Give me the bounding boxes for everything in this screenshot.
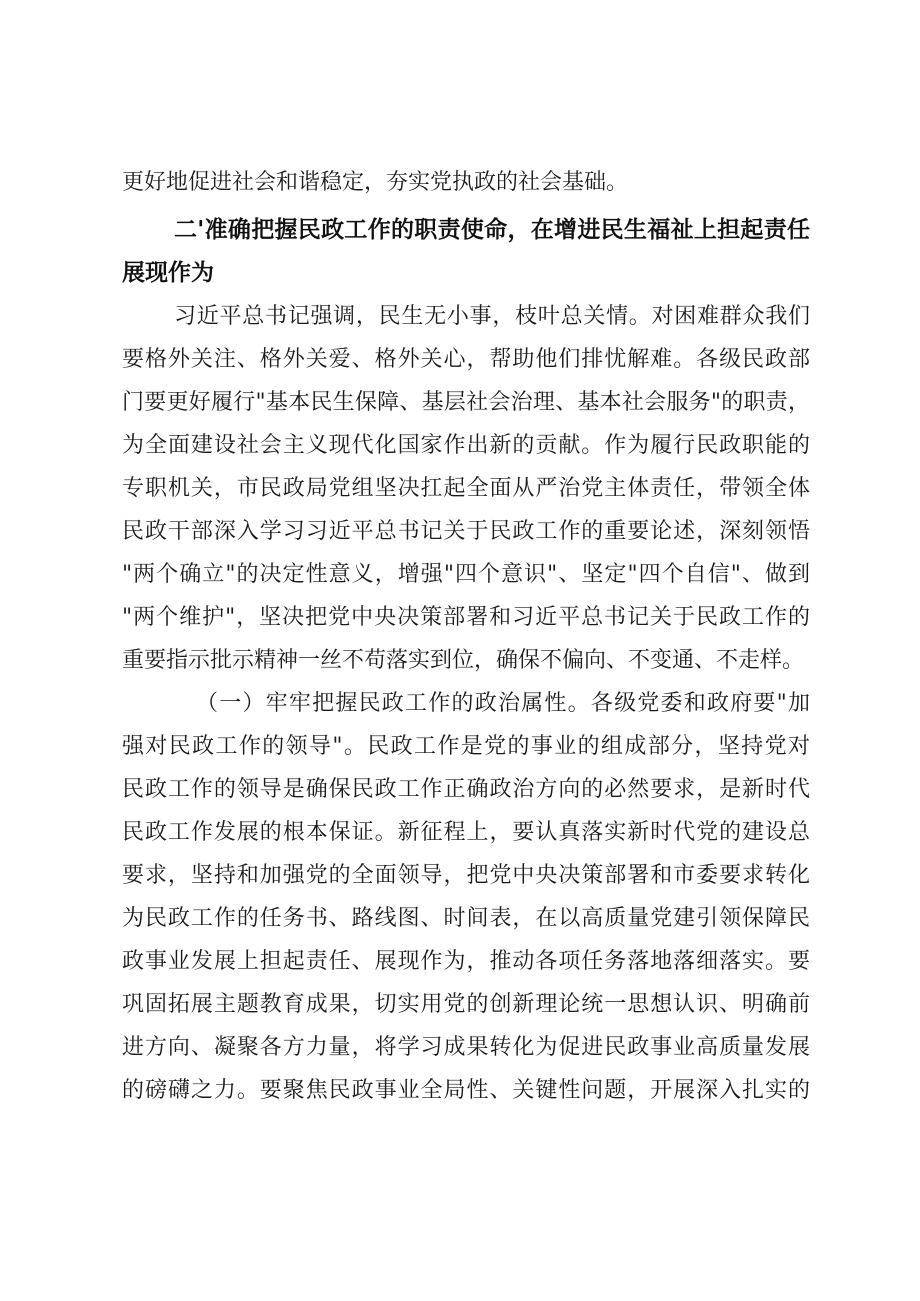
text-line: 为全面建设社会主义现代化国家作出新的贡献。作为履行民政职能的: [122, 433, 810, 458]
text-line: 民政干部深入学习习近平总书记关于民政工作的重要论述，深刻领悟: [122, 519, 810, 544]
text-line: 政事业发展上担起责任、展现作为，推动各项任务落地落细落实。要: [122, 949, 810, 974]
text-line: 要求，坚持和加强党的全面领导，把党中央决策部署和市委要求转化: [122, 863, 810, 888]
text-line: 要格外关注、格外关爱、格外关心，帮助他们排忧解难。各级民政部: [122, 347, 810, 372]
text-line: 强对民政工作的领导"。民政工作是党的事业的组成部分，坚持党对: [122, 734, 810, 759]
subsection-line: （一）牢牢把握民政工作的政治属性。各级党委和政府要"加: [196, 691, 810, 716]
text-line: 进方向、凝聚各方力量，将学习成果转化为促进民政事业高质量发展: [122, 1035, 810, 1060]
text-line: 巩固拓展主题教育成果，切实用党的创新理论统一思想认识、明确前: [122, 992, 810, 1017]
text-line: "两个确立"的决定性意义，增强"四个意识"、坚定"四个自信"、做到: [122, 562, 810, 587]
section-heading: 二'准确把握民政工作的职责使命，在增进民生福祉上担起责任: [174, 217, 810, 243]
text-line: 习近平总书记强调，民生无小事，枝叶总关情。对困难群众我们: [174, 304, 810, 329]
text-line: 门要更好履行"基本民生保障、基层社会治理、基本社会服务"的职责，: [122, 390, 810, 415]
text-line: "两个维护"，坚决把党中央决策部署和习近平总书记关于民政工作的: [122, 605, 810, 630]
text-line: 的磅礴之力。要聚焦民政事业全局性、关键性问题，开展深入扎实的: [122, 1078, 810, 1103]
text-line: 重要指示批示精神一丝不苟落实到位，确保不偏向、不变通、不走样。: [122, 648, 805, 673]
section-heading-continued: 展现作为: [122, 260, 214, 286]
text-line: 民政工作的领导是确保民政工作正确政治方向的必然要求，是新时代: [122, 777, 810, 802]
text-line: 更好地促进社会和谐稳定，夯实党执政的社会基础。: [122, 170, 629, 195]
text-line: 为民政工作的任务书、路线图、时间表，在以高质量党建引领保障民: [122, 906, 810, 931]
text-line: 民政工作发展的根本保证。新征程上，要认真落实新时代党的建设总: [122, 820, 810, 845]
text-line: 专职机关，市民政局党组坚决扛起全面从严治党主体责任，带领全体: [122, 476, 810, 501]
